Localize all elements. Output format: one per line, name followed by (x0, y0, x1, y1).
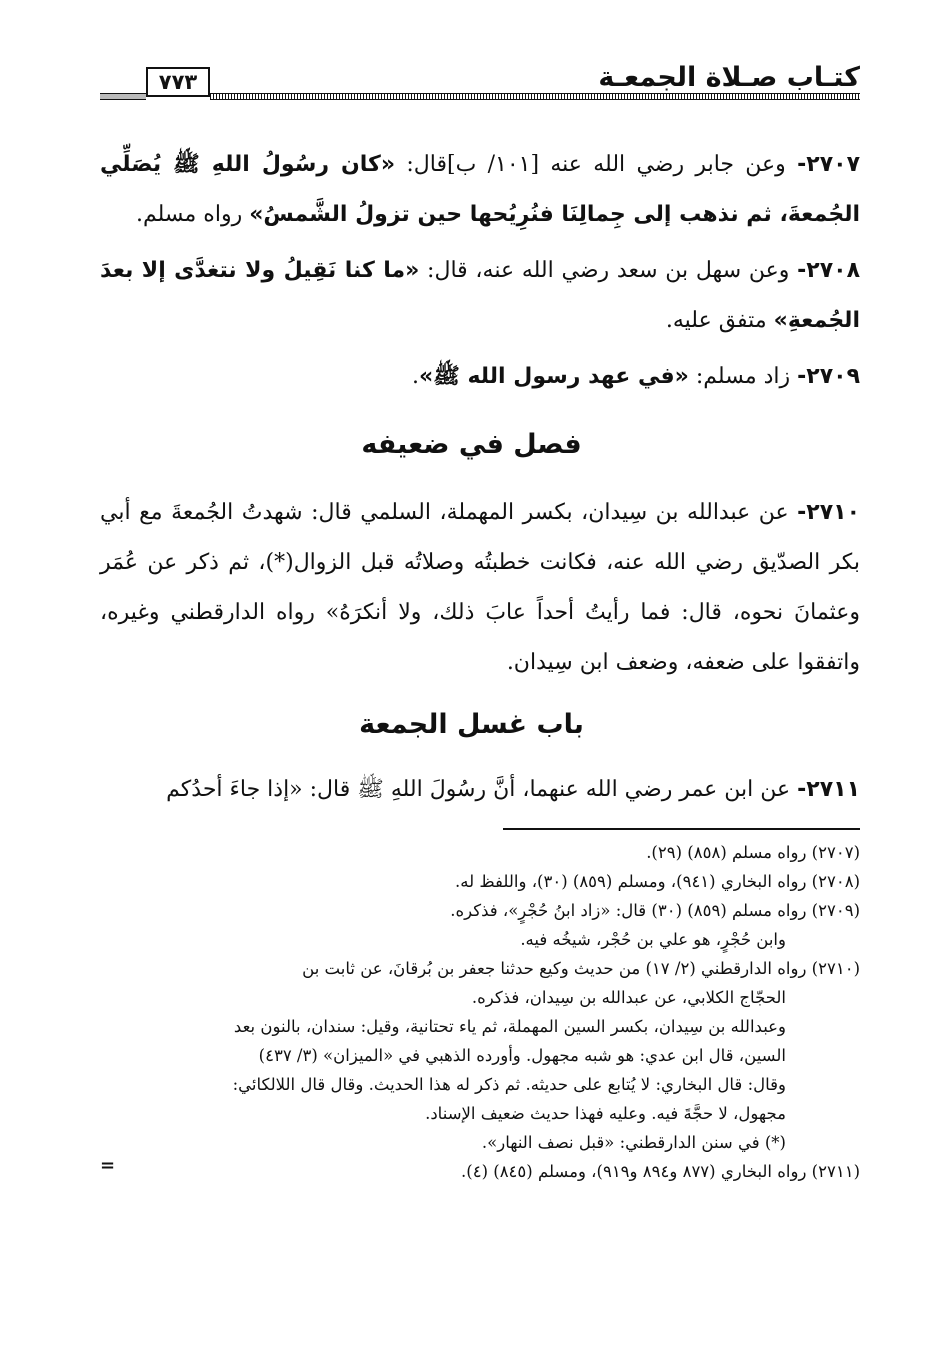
hadith-number: ٢٧١١- (797, 777, 860, 802)
page-number: ٧٧٣ (146, 67, 210, 97)
hadith-text: عن عبدالله بن سِيدان، بكسر المهملة، السلمي قال: شهدتُ الجُمعةَ مع أبي بكر الصدّيق رضي الله عنه، فكانت خطبتُه وصلاتُه قبل الزوال(*)، ثم ذكر عن عُمَر وعثمانَ نحوه، قال: فما رأيتُ أحداً عابَ ذلك، ولا أنكرَهُ» رواه الدارقطني وغيره، واتفقوا على ضعفه، وضعف ابن سِيدان. (100, 500, 860, 675)
footnote-2710-cont: الحجّاج الكلابي، عن عبدالله بن سِيدان، فذكره. (471, 988, 786, 1007)
hadith-2709 (100, 352, 860, 402)
hadith-source: رواه مسلم. (135, 202, 250, 227)
header-rule (210, 93, 860, 100)
footnote-separator (503, 828, 860, 830)
continuation-mark: = (100, 1155, 116, 1176)
hadith-number: ٢٧٠٩- (797, 364, 860, 389)
hadith-2710 (100, 488, 860, 688)
hadith-2707 (100, 140, 860, 240)
footnote-2710-note-3: وقال: قال البخاري: لا يُتابع على حديثه. ثم ذكر له هذا الحديث. وقال قال اللالكائي: (232, 1075, 786, 1094)
hadith-quote: «كان رسُولُ اللهِ ﷺ يُصَلِّي الجُمعةَ، ثم نذهب إلى جِمالِنَا فنُرِيُحها حين تزولُ الشَّمسُ» (100, 152, 860, 227)
header-rule-left (100, 93, 146, 100)
hadith-number: ٢٧٠٧- (797, 152, 860, 177)
hadith-quote: «في عهد رسول الله ﷺ» (419, 364, 689, 389)
main-text (100, 140, 860, 402)
hadith-text: عن ابن عمر رضي الله عنهما، أنَّ رسُولَ اللهِ ﷺ قال: «إذا جاءَ أحدُكم (166, 777, 798, 802)
hadith-source: . (412, 364, 419, 389)
section-heading-weak: فصل في ضعيفه (361, 429, 582, 460)
footnote-asterisk: (*) في سنن الدارقطني: «قبل نصف النهار». (481, 1133, 786, 1152)
footnote-2707: (٢٧٠٧) رواه مسلم (٨٥٨) (٢٩). (646, 843, 860, 862)
hadith-number: ٢٧٠٨- (797, 258, 860, 283)
chapter-heading-ghusl: باب غسل الجمعة (359, 709, 584, 740)
footnote-2710-note-1: وعبدالله بن سِيدان، بكسر السين المهملة، ثم ياء تحتانية، وقيل: سندان، بالنون بعد (233, 1017, 786, 1036)
footnote-2709: (٢٧٠٩) رواه مسلم (٨٥٩) (٣٠) قال: «زاد ابنُ حُجْرٍ»، فذكره. (450, 901, 860, 920)
footnote-2711: (٢٧١١) رواه البخاري (٨٧٧ و٨٩٤ و٩١٩)، ومسلم (٨٤٥) (٤). (461, 1162, 860, 1181)
footnotes (100, 838, 860, 1186)
hadith-text: وعن سهل بن سعد رضي الله عنه، قال: (419, 258, 798, 283)
hadith-text: زاد مسلم: (688, 364, 798, 389)
hadith-number: ٢٧١٠- (797, 500, 860, 525)
page-header (100, 55, 860, 111)
main-text-2 (100, 488, 860, 688)
main-text-3 (100, 765, 860, 815)
hadith-2711 (100, 765, 860, 815)
footnote-2710: (٢٧١٠) رواه الدارقطني (٢/ ١٧) من حديث وكيع حدثنا جعفر بن بُرقانَ، عن ثابت بن (302, 959, 860, 978)
footnote-2710-note-2: السين، قال ابن عدي: هو شبه مجهول. وأورده الذهبي في «الميزان» (٣/ ٤٣٧) (258, 1046, 786, 1065)
hadith-2708 (100, 246, 860, 346)
hadith-quote: «ما كنا نَقِيلُ ولا نتغدَّى إلا بعدَ الجُمعةِ» (100, 258, 860, 333)
hadith-text: وعن جابر رضي الله عنه [١٠١/ ب]قال: (395, 152, 798, 177)
footnote-2710-note-4: مجهول، لا حجَّةَ فيه. وعليه فهذا حديث ضعيف الإسناد. (425, 1104, 786, 1123)
footnote-2709-note: وابن حُجْرٍ، هو علي بن حُجْر، شيخُه فيه. (520, 930, 786, 949)
footnote-2708: (٢٧٠٨) رواه البخاري (٩٤١)، ومسلم (٨٥٩) (٣٠)، واللفظ له. (455, 872, 860, 891)
running-title: كتـاب صـلاة الجمعـة (598, 62, 860, 93)
hadith-source: متفق عليه. (665, 308, 774, 333)
